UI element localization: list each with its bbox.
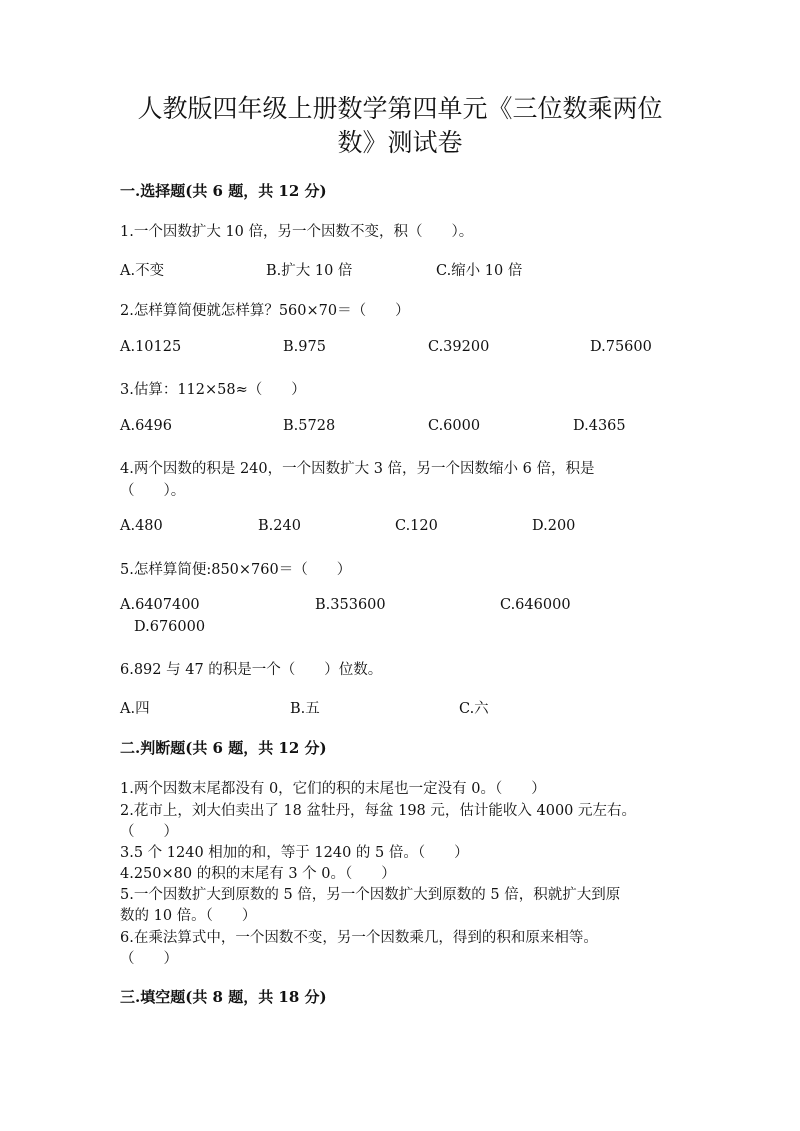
section-heading-true-false: 二.判断题(共 6 题，共 12 分) xyxy=(120,739,327,757)
option: C.缩小 10 倍 xyxy=(436,263,523,279)
judgment-line: 5.一个因数扩大到原数的 5 倍，另一个因数扩大到原数的 5 倍，积就扩大到原 xyxy=(120,887,621,903)
option: A.6496 xyxy=(120,418,172,434)
option: A.不变 xyxy=(120,263,165,279)
question-text: 6.892 与 47 的积是一个（ ）位数。 xyxy=(120,662,383,678)
option: D.200 xyxy=(532,518,576,534)
question-text: 2.怎样算简便就怎样算？560×70＝（ ） xyxy=(120,303,410,319)
judgment-line: 2.花市上，刘大伯卖出了 18 盆牡丹，每盆 198 元，估计能收入 4000 元左右。 xyxy=(120,803,637,819)
section-heading-fill-blank: 三.填空题(共 8 题，共 18 分) xyxy=(120,988,327,1006)
question-text: 3.估算：112×58≈（ ） xyxy=(120,382,306,398)
option: B.5728 xyxy=(283,418,336,434)
judgment-line: 4.250×80 的积的末尾有 3 个 0。（ ） xyxy=(120,866,396,882)
option: C.120 xyxy=(395,518,438,534)
judgment-line: 3.5 个 1240 相加的和，等于 1240 的 5 倍。（ ） xyxy=(120,845,469,861)
option: A.四 xyxy=(120,701,150,717)
option: C.6000 xyxy=(428,418,481,434)
option: D.75600 xyxy=(590,339,652,355)
option: A.6407400 xyxy=(120,597,200,613)
judgment-line: 6.在乘法算式中，一个因数不变，另一个因数乘几，得到的积和原来相等。 xyxy=(120,930,598,946)
question-text: 5.怎样算简便:850×760＝（ ） xyxy=(120,562,352,578)
option: D.4365 xyxy=(573,418,626,434)
option: C.六 xyxy=(459,701,489,717)
question-text: 4.两个因数的积是 240，一个因数扩大 3 倍，另一个因数缩小 6 倍，积是 xyxy=(120,461,595,477)
option: B.975 xyxy=(283,339,326,355)
title-line-1: 人教版四年级上册数学第四单元《三位数乘两位 xyxy=(137,94,663,123)
judgment-line: （ ） xyxy=(120,824,178,840)
question-text: 1.一个因数扩大 10 倍，另一个因数不变，积（ ）。 xyxy=(120,224,474,240)
question-text-continued: （ ）。 xyxy=(120,483,186,499)
option: A.480 xyxy=(120,518,163,534)
option: B.五 xyxy=(290,701,320,717)
judgment-line: 1.两个因数末尾都没有 0，它们的积的末尾也一定没有 0。（ ） xyxy=(120,781,546,797)
option: B.扩大 10 倍 xyxy=(266,263,353,279)
judgment-line: 数的 10 倍。（ ） xyxy=(120,908,257,924)
option: B.353600 xyxy=(315,597,386,613)
option: B.240 xyxy=(258,518,301,534)
option: A.10125 xyxy=(120,339,182,355)
exam-title xyxy=(100,92,700,160)
option: C.39200 xyxy=(428,339,490,355)
title-line-2: 数》测试卷 xyxy=(337,128,463,157)
option: C.646000 xyxy=(500,597,571,613)
option: D.676000 xyxy=(134,619,206,635)
judgment-line: （ ） xyxy=(120,951,178,967)
section-heading-choice: 一.选择题(共 6 题，共 12 分) xyxy=(120,182,327,200)
